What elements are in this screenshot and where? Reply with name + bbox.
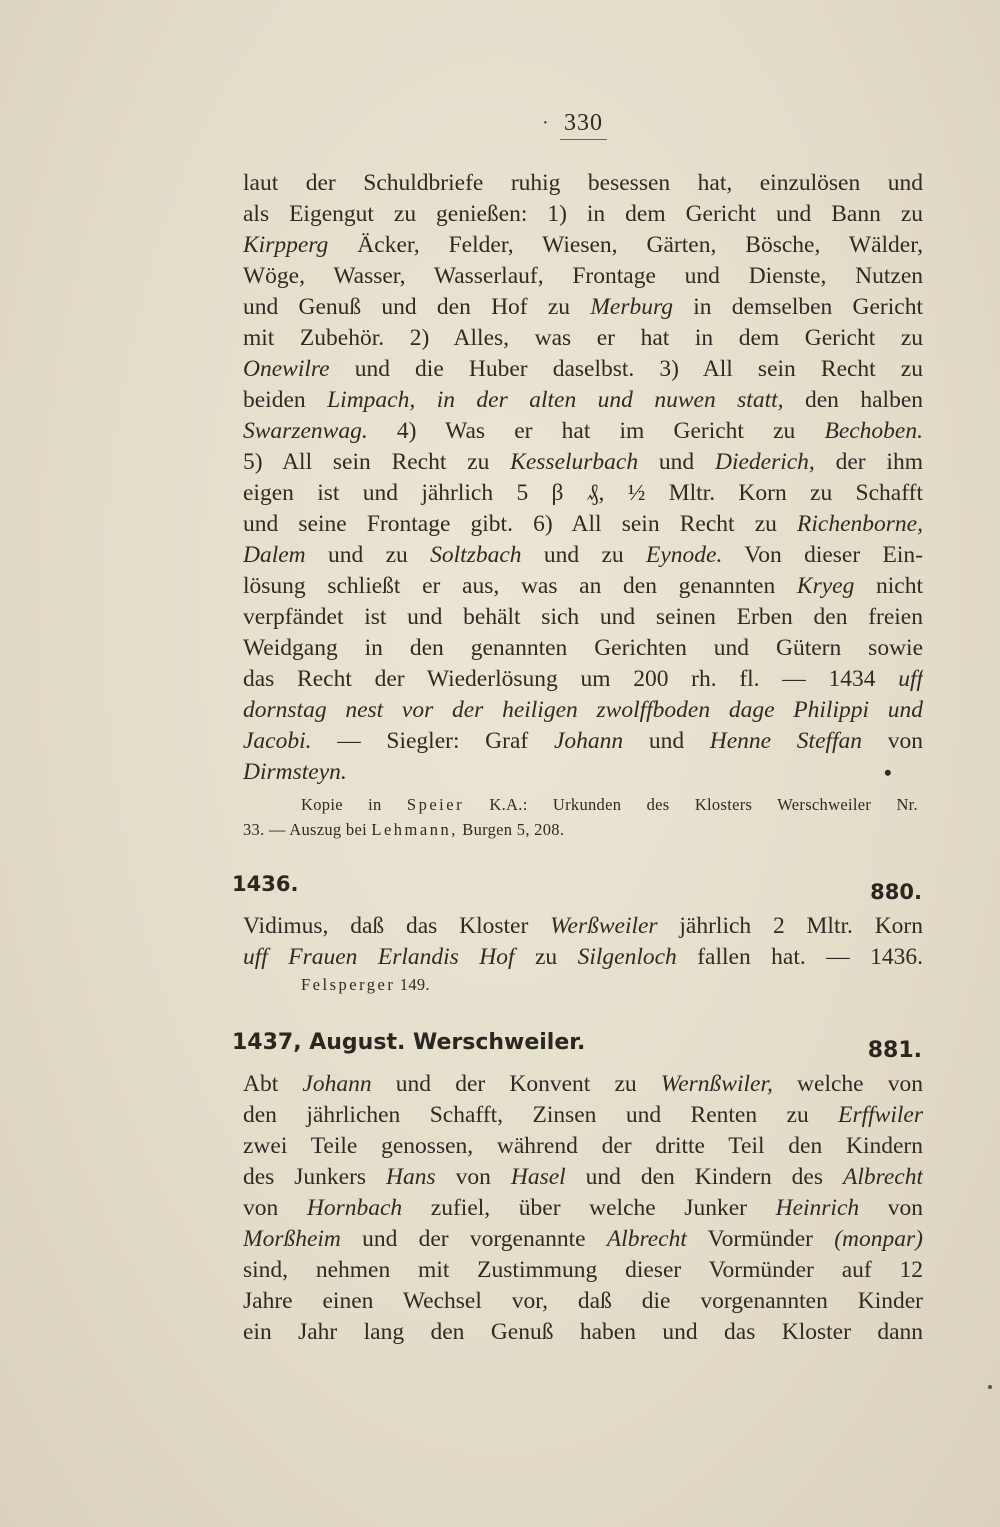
text-line	[243, 354, 923, 385]
text-line	[243, 1193, 923, 1224]
text-line	[243, 292, 923, 323]
margin-dot-icon	[988, 1385, 992, 1389]
text-segment: und	[623, 728, 710, 754]
text-segment: und zu	[521, 542, 647, 568]
italic-name: Werßweiler	[550, 913, 658, 939]
entry-880-heading	[232, 872, 922, 904]
italic-name: Hasel	[510, 1164, 566, 1190]
text-line	[243, 385, 923, 416]
text-segment: und der vorgenannte	[340, 1226, 607, 1252]
text-line: ein Jahr lang den Genuß haben und das Kloster dann	[243, 1319, 923, 1345]
italic-name: Kesselurbach	[510, 449, 639, 475]
text-line	[243, 509, 923, 540]
text-line: sind, nehmen mit Zustimmung dieser Vormünder auf 12	[243, 1257, 923, 1283]
text-line: zwei Teile genossen, während der dritte Teil den Kindern	[243, 1133, 923, 1159]
italic-name: Erffwiler	[838, 1102, 923, 1128]
text-segment: 4) Was er hat im Gericht zu	[367, 418, 825, 444]
text-segment: das Recht der Wiederlösung um 200 rh. fl. — 1434	[243, 666, 899, 692]
italic-name: Eynode.	[646, 542, 723, 568]
entry-879-source	[243, 792, 918, 842]
italic-name: Wernßwiler,	[660, 1071, 773, 1097]
italic-name: Morßheim	[243, 1226, 341, 1252]
text-line	[243, 416, 923, 447]
italic-name: Johann	[553, 728, 624, 754]
text-line	[243, 571, 923, 602]
entry-881-heading	[232, 1030, 922, 1063]
text-segment: den halben	[783, 387, 923, 413]
text-segment: und seine Frontage gibt. 6) All sein Recht zu	[243, 511, 798, 537]
text-line	[243, 1069, 923, 1100]
italic-name: Johann	[302, 1071, 372, 1097]
italic-name: Hornbach	[306, 1195, 403, 1221]
italic-name: Albrecht	[842, 1164, 923, 1190]
italic-name: Dirmsteyn.	[243, 759, 347, 785]
text-segment: — Siegler: Graf	[311, 728, 554, 754]
italic-name: Silgenloch	[577, 944, 677, 970]
italic-name: Richenborne,	[797, 511, 923, 537]
text-line	[243, 695, 923, 726]
italic-name: Soltzbach	[430, 542, 522, 568]
source-line-2: 33. — Auszug bei Lehmann, Burgen 5, 208.	[243, 820, 565, 839]
text-segment: welche von	[772, 1071, 923, 1097]
italic-name: uff Frauen Erlandis Hof	[243, 944, 515, 970]
text-line	[243, 1224, 923, 1255]
margin-mark-icon: •	[884, 760, 892, 785]
text-segment: Vormünder	[686, 1226, 835, 1252]
text-segment: zufiel, über welche Junker	[402, 1195, 776, 1221]
italic-name: Bechoben.	[824, 418, 923, 444]
entry-879-body	[243, 168, 923, 788]
text-line: laut der Schuldbriefe ruhig besessen hat, einzulösen und	[243, 170, 923, 196]
entry-881-number: 881.	[867, 1038, 922, 1063]
text-segment: und	[638, 449, 715, 475]
text-segment: und Genuß und den Hof zu	[243, 294, 591, 320]
text-segment: von	[243, 1195, 307, 1221]
text-segment: zu	[514, 944, 578, 970]
text-line	[243, 1162, 923, 1193]
italic-name: Limpach, in der alten und nuwen statt,	[327, 387, 784, 413]
italic-name: Dalem	[243, 542, 306, 568]
italic-name: Heinrich	[775, 1195, 860, 1221]
text-segment: Abt	[243, 1071, 303, 1097]
italic-name: Onewilre	[243, 356, 330, 382]
text-segment: von	[862, 728, 923, 754]
text-line: eigen ist und jährlich 5 β ₰, ½ Mltr. Korn zu Schafft	[243, 480, 923, 506]
text-line	[243, 942, 923, 973]
text-line: Wöge, Wasser, Wasserlauf, Frontage und Dienste, Nutzen	[243, 263, 923, 289]
text-segment: von	[435, 1164, 511, 1190]
italic-name: Albrecht	[606, 1226, 687, 1252]
source-line-1: Kopie in Speier K.A.: Urkunden des Klosters Werschweiler Nr.	[301, 795, 918, 814]
page-number-text: 330	[564, 110, 603, 136]
italic-name: Henne Steffan	[709, 728, 863, 754]
text-line	[243, 757, 923, 788]
entry-880-source: Felsperger 149.	[301, 975, 430, 994]
text-line	[243, 447, 923, 478]
italic-name: Kirpperg	[243, 232, 329, 258]
text-line: Jahre einen Wechsel vor, daß die vorgenannten Kinder	[243, 1288, 923, 1314]
text-line	[243, 726, 923, 757]
text-line: mit Zubehör. 2) Alles, was er hat in dem Gericht zu	[243, 325, 923, 351]
italic-name: Swarzenwag.	[243, 418, 368, 444]
italic-name: dornstag nest vor der heiligen zwolffboden dage Philippi und	[243, 697, 923, 723]
text-segment: lösung schließt er aus, was an den genannten	[243, 573, 797, 599]
text-line: als Eigengut zu genießen: 1) in dem Gericht und Bann zu	[243, 201, 923, 227]
text-segment: jährlich 2 Mltr. Korn	[657, 913, 923, 939]
entry-881-body	[243, 1069, 923, 1348]
italic-name: Diederich,	[714, 449, 815, 475]
text-line: verpfändet ist und behält sich und seinen Erben den freien	[243, 604, 923, 630]
text-segment: in demselben Gericht	[673, 294, 923, 320]
italic-name: Jacobi.	[243, 728, 312, 754]
text-segment: Vidimus, daß das Kloster	[243, 913, 551, 939]
text-line	[243, 540, 923, 571]
italic-name: (monpar)	[834, 1226, 923, 1252]
text-segment: 5) All sein Recht zu	[243, 449, 511, 475]
text-line	[243, 664, 923, 695]
text-segment: und der Konvent zu	[371, 1071, 661, 1097]
entry-880-number: 880.	[870, 880, 922, 904]
text-segment: Von dieser Ein-	[722, 542, 923, 568]
text-line	[243, 230, 923, 261]
text-segment: des Junkers	[243, 1164, 387, 1190]
entry-880-date: 1436.	[232, 872, 299, 896]
italic-name: Merburg	[590, 294, 673, 320]
text-segment: von	[859, 1195, 923, 1221]
entry-880-body	[243, 911, 923, 973]
text-segment: den jährlichen Schafft, Zinsen und Renten zu	[243, 1102, 839, 1128]
text-line: Weidgang in den genannten Gerichten und Gütern sowie	[243, 635, 923, 661]
italic-name: uff	[898, 666, 923, 692]
text-segment: Äcker, Felder, Wiesen, Gärten, Bösche, Wälder,	[328, 232, 923, 258]
printer-mark-icon: ·	[542, 112, 550, 134]
text-line	[243, 1100, 923, 1131]
italic-name: Hans	[386, 1164, 436, 1190]
text-segment: der ihm	[814, 449, 923, 475]
entry-881-date-place: 1437, August. Werschweiler.	[232, 1030, 586, 1055]
text-segment: und die Huber daselbst. 3) All sein Recht zu	[329, 356, 923, 382]
text-segment: beiden	[243, 387, 328, 413]
text-segment: fallen hat. — 1436.	[676, 944, 923, 970]
text-segment: nicht	[854, 573, 923, 599]
text-segment: und zu	[305, 542, 431, 568]
italic-name: Kryeg	[796, 573, 855, 599]
text-segment: und den Kindern des	[565, 1164, 843, 1190]
text-line	[243, 911, 923, 942]
page-number	[542, 110, 607, 140]
